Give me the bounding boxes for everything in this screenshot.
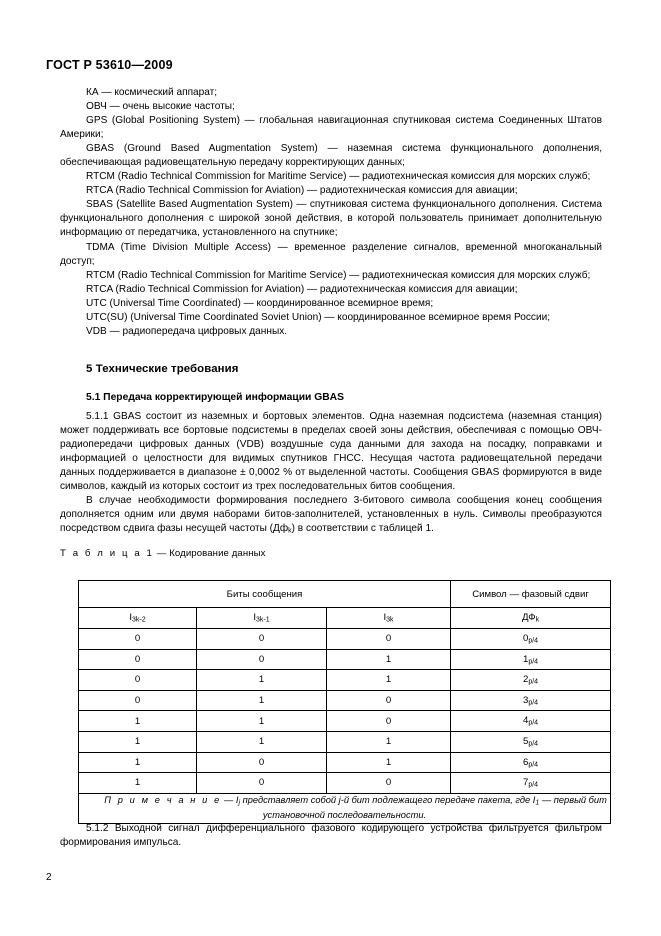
cell-bit-3: 0 bbox=[327, 690, 451, 711]
symbol-subscript: p/4 bbox=[528, 740, 539, 748]
symbol-value: 6 bbox=[522, 756, 529, 768]
table-header-col-i3k-1 bbox=[197, 608, 327, 629]
table-header-col-dphi-k bbox=[451, 608, 611, 629]
clause-5-1-1-paragraph-2 bbox=[60, 494, 602, 539]
cell-symbol bbox=[451, 731, 611, 752]
cell-bit-2: 1 bbox=[197, 731, 327, 752]
clause-5-1-1-p2-subscript: k bbox=[288, 527, 292, 535]
table-note-row bbox=[79, 793, 611, 823]
table-header-message-bits: Биты сообщения bbox=[79, 581, 451, 608]
table-row bbox=[79, 773, 611, 794]
cell-bit-3: 1 bbox=[327, 670, 451, 691]
clause-5-1-1-paragraph-1: 5.1.1 GBAS состоит из наземных и бортовых элементов. Одна наземная подсистема (наземная станция) может поддерживать все бортовые подсистемы в пределах своей зоны действия, обеспечивая с помощью ОВЧ-радиопередачи цифровых данных (VDB) воздушные суда данными для захода на посадку, поправками и информацией о целостности для видимых спутников ГНСС. Несущая частота радиовещательной передачи данных поддерживается в диапазоне ± 0,0002 % от выделенной частоты. Сообщения GBAS формируются в виде символов, каждый из которых состоит из трех последовательных битов сообщения. bbox=[60, 410, 602, 493]
abbreviation-item: RTCA (Radio Technical Commission for Aviation) — радиотехническая комиссия для авиации; bbox=[86, 185, 518, 197]
cell-bit-1: 1 bbox=[79, 731, 197, 752]
table-caption bbox=[60, 547, 602, 561]
table-row bbox=[79, 752, 611, 773]
table-header-symbol-phase-shift: Символ — фазовый сдвиг bbox=[451, 581, 611, 608]
cell-bit-1: 0 bbox=[79, 690, 197, 711]
symbol-subscript: p/4 bbox=[528, 781, 539, 789]
table-row bbox=[79, 649, 611, 670]
cell-bit-1: 1 bbox=[79, 773, 197, 794]
symbol-subscript: p/4 bbox=[528, 719, 539, 727]
clause-5-1-2-paragraph: 5.1.2 Выходной сигнал дифференциального фазового кодирующего устройства фильтруется фильтром формирования импульса. bbox=[60, 823, 602, 849]
table-note-part-b: представляет собой j-й бит подлежащего передаче пакета, где I bbox=[240, 794, 536, 805]
table-note-part-c: — первый бит bbox=[539, 794, 607, 805]
cell-bit-2: 1 bbox=[197, 690, 327, 711]
col-base: ДФ bbox=[521, 612, 536, 624]
col-base: I bbox=[253, 612, 257, 624]
abbreviation-item: GBAS (Ground Based Augmentation System) — наземная система функционального дополнения, обеспечивающая радиовещательную передачу корректирующих данных; bbox=[60, 143, 602, 169]
symbol-value: 2 bbox=[522, 674, 529, 686]
spacer bbox=[60, 376, 602, 391]
cell-symbol bbox=[451, 752, 611, 773]
table-row bbox=[79, 690, 611, 711]
table-header-subrow bbox=[79, 608, 611, 629]
subsection-heading-5-1: 5.1 Передача корректирующей информации GBAS bbox=[86, 391, 344, 403]
cell-bit-1: 0 bbox=[79, 670, 197, 691]
col-base: I bbox=[129, 612, 133, 624]
abbreviation-item: SBAS (Satellite Based Augmentation System) — спутниковая система функционального дополнения. Система функционального дополнения с широкой зоной действия, в которой пользователь принимает дополнительную информацию от передатчика, установленного на спутнике; bbox=[60, 199, 602, 239]
abbreviation-item: VDB — радиопередача цифровых данных. bbox=[86, 325, 288, 337]
table-row bbox=[79, 711, 611, 732]
table-row bbox=[79, 670, 611, 691]
cell-bit-2: 1 bbox=[197, 711, 327, 732]
section-heading-5: 5 Технические требования bbox=[86, 362, 239, 375]
symbol-value: 7 bbox=[522, 777, 529, 789]
table-caption-label: Т а б л и ц а 1 bbox=[60, 547, 154, 559]
cell-bit-1: 1 bbox=[79, 752, 197, 773]
col-base: I bbox=[383, 612, 387, 624]
abbreviation-item: RTCM (Radio Technical Commission for Maritime Service) — радиотехническая комиссия для морских служб; bbox=[86, 269, 591, 281]
cell-symbol bbox=[451, 629, 611, 650]
cell-bit-1: 1 bbox=[79, 711, 197, 732]
abbreviation-item: UTC (Universal Time Coordinated) — координированное всемирное время; bbox=[86, 297, 434, 309]
symbol-subscript: p/4 bbox=[528, 699, 539, 707]
cell-symbol bbox=[451, 711, 611, 732]
table-note-label: П р и м е ч а н и е bbox=[104, 794, 222, 805]
document-header-standard-id: ГОСТ Р 53610—2009 bbox=[46, 58, 173, 72]
cell-bit-3: 0 bbox=[327, 711, 451, 732]
abbreviation-item: ОВЧ — очень высокие частоты; bbox=[86, 101, 235, 113]
symbol-value: 3 bbox=[522, 694, 529, 706]
cell-bit-3: 1 bbox=[327, 752, 451, 773]
table-1-container bbox=[78, 580, 610, 824]
symbol-subscript: p/4 bbox=[528, 658, 539, 666]
col-sub: 3k-1 bbox=[256, 616, 270, 624]
col-sub: k bbox=[535, 616, 540, 624]
cell-bit-3: 1 bbox=[327, 649, 451, 670]
abbreviation-item: КА — космический аппарат; bbox=[86, 87, 218, 98]
cell-symbol bbox=[451, 670, 611, 691]
cell-bit-2: 0 bbox=[197, 773, 327, 794]
table-note-cell bbox=[79, 793, 611, 823]
page-number: 2 bbox=[46, 872, 52, 883]
clause-5-1-1-p2-text-a: В случае необходимости формирования последнего 3-битового символа сообщения конец сообщения дополняется одним или двумя наборами битов-заполнителей, установленных в нуль. Символы преобразуются посредством сдвига фазы несущей частоты (Дф bbox=[60, 495, 602, 535]
cell-bit-3: 0 bbox=[327, 773, 451, 794]
symbol-subscript: p/4 bbox=[528, 678, 539, 686]
symbol-value: 1 bbox=[522, 653, 529, 665]
abbreviation-item: TDMA (Time Division Multiple Access) — временное разделение сигналов, временной многоканальный доступ; bbox=[60, 241, 602, 267]
table-head bbox=[79, 581, 611, 629]
table-note-text bbox=[79, 794, 610, 823]
cell-bit-1: 0 bbox=[79, 649, 197, 670]
symbol-subscript: p/4 bbox=[528, 637, 539, 645]
table-body bbox=[79, 629, 611, 824]
cell-bit-2: 0 bbox=[197, 649, 327, 670]
document-body bbox=[60, 86, 602, 561]
table-note-sub-1: 1 bbox=[535, 799, 540, 807]
table-1-data-coding bbox=[78, 580, 611, 824]
clause-5-1-1-p2-text-b: ) в соответствии с таблицей 1. bbox=[291, 523, 434, 535]
spacer bbox=[60, 539, 602, 547]
document-body-tail bbox=[60, 822, 602, 850]
table-header-group-row bbox=[79, 581, 611, 608]
cell-bit-1: 0 bbox=[79, 629, 197, 650]
symbol-value: 0 bbox=[522, 633, 529, 645]
cell-symbol bbox=[451, 773, 611, 794]
abbreviation-item: GPS (Global Positioning System) — глобальная навигационная спутниковая система Соединенных Штатов Америки; bbox=[60, 115, 602, 141]
table-header-col-i3k-2 bbox=[79, 608, 197, 629]
table-note-part-a: — I bbox=[221, 794, 239, 805]
abbreviation-item: UTC(SU) (Universal Time Coordinated Soviet Union) — координированное всемирное время России; bbox=[86, 311, 551, 323]
table-row bbox=[79, 731, 611, 752]
abbreviation-item: RTCA (Radio Technical Commission for Aviation) — радиотехническая комиссия для авиации; bbox=[86, 283, 518, 295]
table-row bbox=[79, 629, 611, 650]
abbreviation-item: RTCM (Radio Technical Commission for Maritime Service) — радиотехническая комиссия для морских служб; bbox=[86, 171, 591, 183]
cell-bit-2: 1 bbox=[197, 670, 327, 691]
symbol-subscript: p/4 bbox=[528, 761, 539, 769]
table-note-line-2: установочной последовательности. bbox=[262, 810, 427, 821]
col-sub: 3k bbox=[386, 616, 394, 624]
col-sub: 3k-2 bbox=[132, 616, 146, 624]
symbol-value: 4 bbox=[522, 715, 529, 727]
table-header-col-i3k bbox=[327, 608, 451, 629]
cell-symbol bbox=[451, 690, 611, 711]
table-caption-text: — Кодирование данных bbox=[153, 547, 266, 559]
spacer bbox=[60, 339, 602, 362]
cell-bit-3: 1 bbox=[327, 731, 451, 752]
cell-symbol bbox=[451, 649, 611, 670]
cell-bit-2: 0 bbox=[197, 752, 327, 773]
cell-bit-3: 0 bbox=[327, 629, 451, 650]
cell-bit-2: 0 bbox=[197, 629, 327, 650]
symbol-value: 5 bbox=[522, 736, 529, 747]
table-note-sub-j: j bbox=[238, 799, 241, 807]
